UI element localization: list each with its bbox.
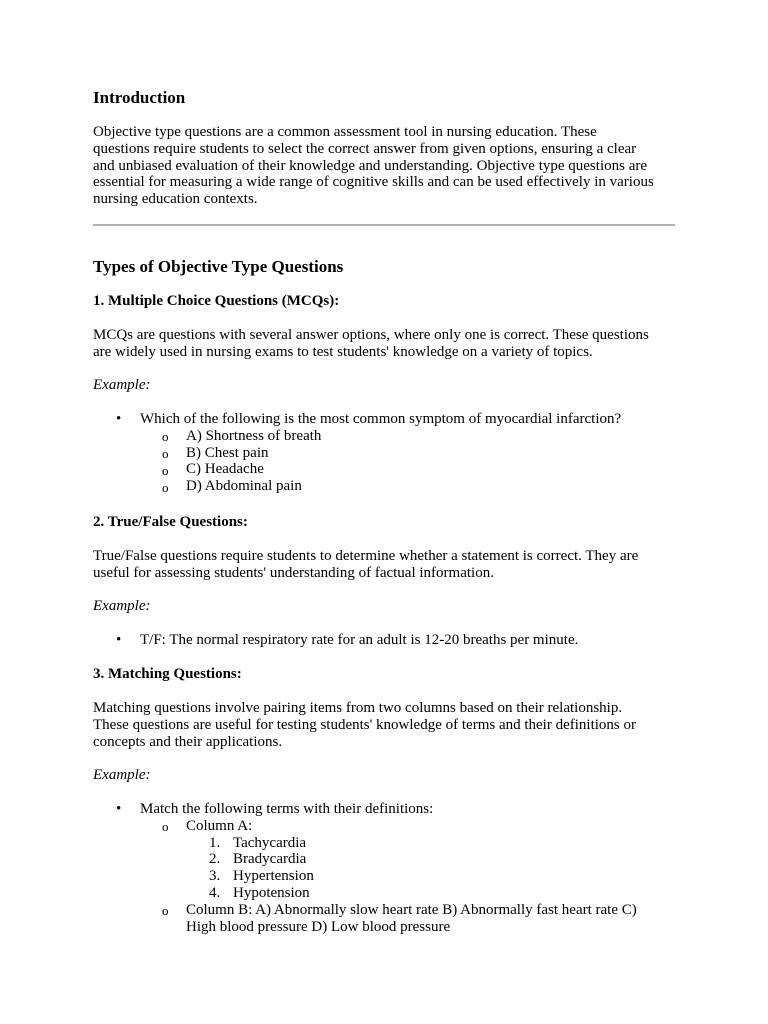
tf-example-label: Example: [93, 598, 151, 614]
mcq-option: D) Abdominal pain [186, 478, 302, 495]
list-number: 3. [209, 868, 221, 885]
intro-heading: Introduction [93, 88, 186, 107]
column-a-item: Hypertension [233, 868, 314, 885]
section-divider [93, 224, 675, 226]
column-a-item: Tachycardia [233, 834, 307, 851]
tf-question: T/F: The normal respiratory rate for an adult is 12-20 breaths per minute. [140, 632, 579, 648]
matching-line: concepts and their applications. [93, 733, 283, 750]
tf-line: True/False questions require students to determine whether a statement is correct. They are [93, 548, 639, 564]
tf-line: useful for assessing students' understanding of factual information. [93, 564, 494, 581]
circle-bullet-icon: o [162, 819, 169, 834]
column-b-line: Column B: A) Abnormally slow heart rate B) Abnormally fast heart rate C) [186, 901, 637, 918]
circle-bullet-icon: o [162, 480, 169, 495]
column-a-item: Hypotension [233, 885, 310, 901]
mcq-example-label: Example: [93, 377, 151, 393]
column-a-item: Bradycardia [233, 851, 307, 868]
mcq-heading: 1. Multiple Choice Questions (MCQs): [93, 293, 340, 309]
mcq-option: C) Headache [186, 461, 264, 478]
bullet-icon: • [116, 801, 122, 817]
matching-heading: 3. Matching Questions: [93, 666, 242, 682]
intro-line: and unbiased evaluation of their knowledge and understanding. Objective type questions are [93, 157, 648, 174]
matching-line: These questions are useful for testing students' knowledge of terms and their definitions or [93, 716, 636, 733]
mcq-question: Which of the following is the most common symptom of myocardial infarction? [140, 411, 622, 427]
circle-bullet-icon: o [162, 429, 169, 444]
types-heading: Types of Objective Type Questions [93, 257, 344, 276]
mcq-option: B) Chest pain [186, 444, 269, 461]
circle-bullet-icon: o [162, 463, 169, 478]
bullet-icon: • [116, 632, 122, 648]
matching-example-label: Example: [93, 767, 151, 783]
intro-line: essential for measuring a wide range of cognitive skills and can be used effectively in various [93, 174, 654, 191]
list-number: 4. [209, 885, 221, 901]
intro-line: questions require students to select the correct answer from given options, ensuring a clear [93, 140, 637, 157]
column-a-label: Column A: [186, 817, 253, 834]
list-number: 2. [209, 851, 221, 868]
mcq-line: are widely used in nursing exams to test students' knowledge on a variety of topics. [93, 343, 593, 360]
intro-line: Objective type questions are a common assessment tool in nursing education. These [93, 124, 597, 140]
mcq-option: A) Shortness of breath [186, 427, 322, 444]
column-b-line: High blood pressure D) Low blood pressure [186, 918, 451, 935]
matching-line: Matching questions involve pairing items from two columns based on their relationship. [93, 700, 623, 716]
mcq-line: MCQs are questions with several answer options, where only one is correct. These questions [93, 327, 649, 343]
list-number: 1. [209, 834, 221, 851]
tf-heading: 2. True/False Questions: [93, 514, 248, 530]
bullet-icon: • [116, 411, 122, 427]
circle-bullet-icon: o [162, 903, 169, 918]
intro-line: nursing education contexts. [93, 191, 258, 208]
matching-question: Match the following terms with their definitions: [140, 801, 434, 817]
circle-bullet-icon: o [162, 446, 169, 461]
